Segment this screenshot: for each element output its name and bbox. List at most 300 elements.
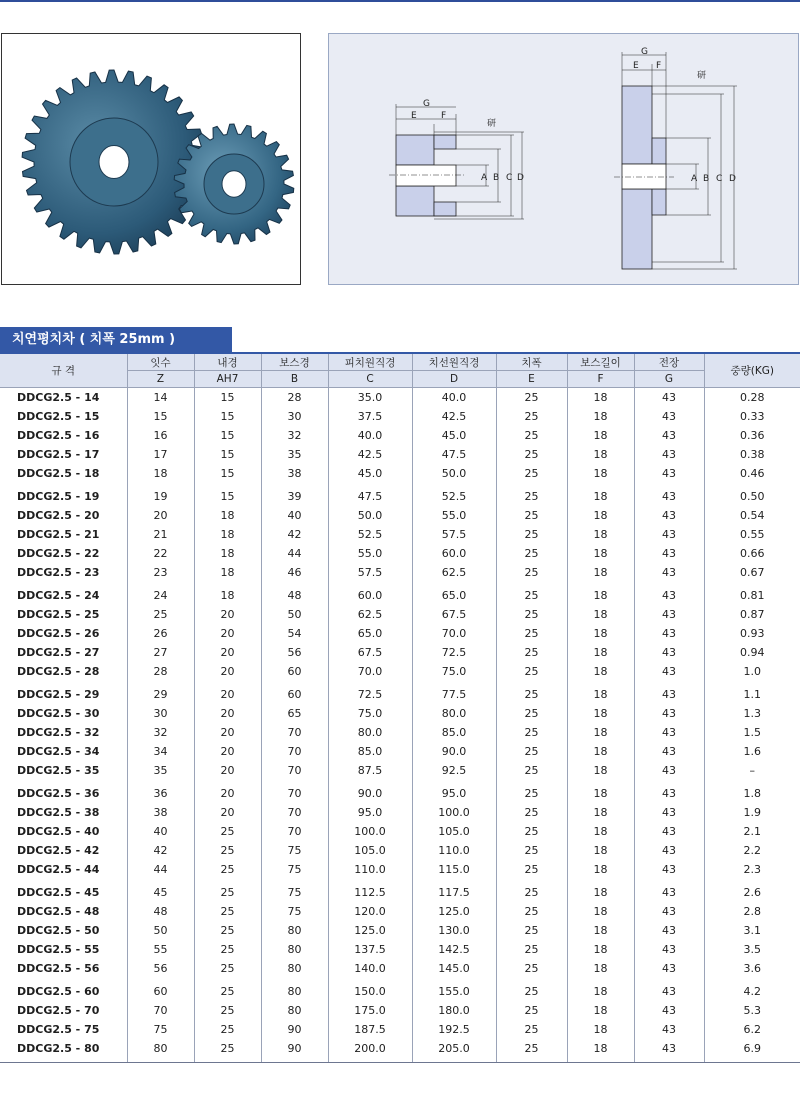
- cell-boss-dia: 70: [261, 780, 328, 803]
- cell-boss-dia: 60: [261, 662, 328, 681]
- cell-boss-length: 18: [567, 445, 634, 464]
- cell-weight: 4.2: [743, 985, 761, 998]
- subheader-ah7: AH7: [194, 371, 261, 388]
- cell-boss-dia: 39: [261, 483, 328, 506]
- cell-boss-dia: 90: [261, 1039, 328, 1063]
- cell-boss-dia: 90: [261, 1020, 328, 1039]
- cell-model: DDCG2.5 - 40: [0, 822, 127, 841]
- table-row: [0, 761, 800, 780]
- cell-outer-dia: 125.0: [412, 902, 496, 921]
- cell-weight: 3.6: [743, 962, 761, 975]
- cell-weight: 0.36: [740, 429, 765, 442]
- cell-boss-dia: 35: [261, 445, 328, 464]
- cell-pitch-dia: 50.0: [328, 506, 412, 525]
- cell-pitch-dia: 120.0: [328, 902, 412, 921]
- table-row: [0, 822, 800, 841]
- cell-outer-dia: 55.0: [412, 506, 496, 525]
- cell-total-length: 43: [634, 483, 704, 506]
- small-gear-bore: [222, 171, 246, 197]
- cell-total-length: 43: [634, 525, 704, 544]
- cell-outer-dia: 145.0: [412, 959, 496, 978]
- cell-teeth: 15: [127, 407, 194, 426]
- cell-boss-dia: 38: [261, 464, 328, 483]
- cell-face-width: 25: [496, 464, 567, 483]
- cell-teeth: 21: [127, 525, 194, 544]
- cell-bore: 20: [194, 681, 261, 704]
- cell-teeth: 29: [127, 681, 194, 704]
- cell-model: DDCG2.5 - 20: [0, 506, 127, 525]
- cell-face-width: 25: [496, 563, 567, 582]
- cell-teeth: 50: [127, 921, 194, 940]
- cell-model: DDCG2.5 - 34: [0, 742, 127, 761]
- cell-boss-length: 18: [567, 723, 634, 742]
- cell-face-width: 25: [496, 1039, 567, 1063]
- cell-face-width: 25: [496, 940, 567, 959]
- cell-bore: 15: [194, 483, 261, 506]
- cell-boss-length: 18: [567, 407, 634, 426]
- cell-outer-dia: 130.0: [412, 921, 496, 940]
- table-row: [0, 563, 800, 582]
- cell-model: DDCG2.5 - 44: [0, 860, 127, 879]
- cell-teeth: 40: [127, 822, 194, 841]
- cell-boss-dia: 75: [261, 879, 328, 902]
- subheader-d: D: [412, 371, 496, 388]
- cell-weight: 0.38: [740, 448, 765, 461]
- cell-boss-dia: 80: [261, 959, 328, 978]
- cell-pitch-dia: 72.5: [328, 681, 412, 704]
- cell-weight: 2.2: [743, 844, 761, 857]
- cell-pitch-dia: 37.5: [328, 407, 412, 426]
- cell-boss-dia: 75: [261, 841, 328, 860]
- cell-boss-length: 18: [567, 563, 634, 582]
- cell-outer-dia: 192.5: [412, 1020, 496, 1039]
- cell-bore: 25: [194, 1020, 261, 1039]
- cell-pitch-dia: 47.5: [328, 483, 412, 506]
- cell-weight: 0.46: [740, 467, 765, 480]
- cell-boss-dia: 54: [261, 624, 328, 643]
- cell-total-length: 43: [634, 879, 704, 902]
- cell-weight: 0.81: [740, 589, 765, 602]
- cell-boss-length: 18: [567, 525, 634, 544]
- cell-pitch-dia: 67.5: [328, 643, 412, 662]
- cell-boss-dia: 40: [261, 506, 328, 525]
- cell-model: DDCG2.5 - 18: [0, 464, 127, 483]
- cell-outer-dia: 100.0: [412, 803, 496, 822]
- table-row: [0, 959, 800, 978]
- section-title: 치연평치차 ( 치폭 25mm ): [0, 327, 232, 353]
- cell-face-width: 25: [496, 803, 567, 822]
- cell-boss-length: 18: [567, 681, 634, 704]
- cell-boss-length: 18: [567, 959, 634, 978]
- cell-model: DDCG2.5 - 32: [0, 723, 127, 742]
- dimension-drawing-svg: [329, 34, 798, 284]
- cell-outer-dia: 92.5: [412, 761, 496, 780]
- cell-outer-dia: 52.5: [412, 483, 496, 506]
- cell-outer-dia: 117.5: [412, 879, 496, 902]
- cell-face-width: 25: [496, 681, 567, 704]
- cell-boss-length: 18: [567, 544, 634, 563]
- cell-total-length: 43: [634, 860, 704, 879]
- cell-outer-dia: 62.5: [412, 563, 496, 582]
- label-d-left: D: [517, 173, 524, 183]
- label-ken-right: 研: [697, 71, 707, 81]
- cell-bore: 25: [194, 940, 261, 959]
- table-row: [0, 506, 800, 525]
- cell-face-width: 25: [496, 959, 567, 978]
- cell-model: DDCG2.5 - 24: [0, 582, 127, 605]
- cell-boss-length: 18: [567, 464, 634, 483]
- cell-boss-length: 18: [567, 388, 634, 408]
- cell-model: DDCG2.5 - 55: [0, 940, 127, 959]
- cell-total-length: 43: [634, 822, 704, 841]
- cell-total-length: 43: [634, 1001, 704, 1020]
- cell-teeth: 56: [127, 959, 194, 978]
- cell-model: DDCG2.5 - 27: [0, 643, 127, 662]
- table-row: [0, 978, 800, 1001]
- cell-teeth: 80: [127, 1039, 194, 1063]
- cell-bore: 25: [194, 978, 261, 1001]
- cell-boss-dia: 32: [261, 426, 328, 445]
- cell-bore: 25: [194, 959, 261, 978]
- cell-total-length: 43: [634, 506, 704, 525]
- table-row: [0, 1039, 800, 1063]
- cell-pitch-dia: 62.5: [328, 605, 412, 624]
- cell-boss-dia: 65: [261, 704, 328, 723]
- cell-boss-dia: 70: [261, 761, 328, 780]
- cell-teeth: 19: [127, 483, 194, 506]
- table-row: [0, 407, 800, 426]
- cell-boss-length: 18: [567, 940, 634, 959]
- cell-total-length: 43: [634, 605, 704, 624]
- cell-face-width: 25: [496, 407, 567, 426]
- label-f-right: F: [656, 61, 662, 71]
- table-row: [0, 464, 800, 483]
- cell-boss-length: 18: [567, 662, 634, 681]
- cell-model: DDCG2.5 - 21: [0, 525, 127, 544]
- cell-bore: 25: [194, 902, 261, 921]
- cell-bore: 20: [194, 780, 261, 803]
- cell-weight: 3.5: [743, 943, 761, 956]
- cell-pitch-dia: 35.0: [328, 388, 412, 408]
- cell-face-width: 25: [496, 544, 567, 563]
- cell-outer-dia: 142.5: [412, 940, 496, 959]
- cell-bore: 25: [194, 1001, 261, 1020]
- table-row: [0, 860, 800, 879]
- cell-pitch-dia: 80.0: [328, 723, 412, 742]
- cell-boss-length: 18: [567, 978, 634, 1001]
- cell-weight: 5.3: [743, 1004, 761, 1017]
- cell-boss-dia: 46: [261, 563, 328, 582]
- cell-weight: 6.9: [704, 1039, 800, 1063]
- table-row: [0, 841, 800, 860]
- cell-weight: 0.28: [740, 391, 765, 404]
- cell-model: DDCG2.5 - 48: [0, 902, 127, 921]
- cell-face-width: 25: [496, 445, 567, 464]
- subheader-e: E: [496, 371, 567, 388]
- cell-weight: –: [749, 764, 755, 777]
- cell-weight: 1.3: [743, 707, 761, 720]
- cell-boss-length: 18: [567, 624, 634, 643]
- cell-weight: 2.3: [743, 863, 761, 876]
- cell-weight: 6.2: [743, 1023, 761, 1036]
- cell-weight: 1.6: [743, 745, 761, 758]
- header-face-width: 치폭: [496, 354, 567, 371]
- cell-model: DDCG2.5 - 15: [0, 407, 127, 426]
- cell-model: DDCG2.5 - 22: [0, 544, 127, 563]
- cell-face-width: 25: [496, 704, 567, 723]
- cell-weight: 1.8: [743, 787, 761, 800]
- cell-bore: 15: [194, 426, 261, 445]
- cell-weight: 2.6: [743, 886, 761, 899]
- cell-total-length: 43: [634, 940, 704, 959]
- cell-face-width: 25: [496, 643, 567, 662]
- cell-weight: 0.55: [740, 528, 765, 541]
- cell-boss-dia: 44: [261, 544, 328, 563]
- label-d-right: D: [729, 174, 736, 184]
- table-row: [0, 921, 800, 940]
- cell-boss-length: 18: [567, 841, 634, 860]
- cell-boss-dia: 70: [261, 742, 328, 761]
- cell-pitch-dia: 57.5: [328, 563, 412, 582]
- cell-bore: 18: [194, 544, 261, 563]
- cell-bore: 18: [194, 563, 261, 582]
- cell-model: DDCG2.5 - 17: [0, 445, 127, 464]
- cell-total-length: 43: [634, 1020, 704, 1039]
- cell-total-length: 43: [634, 761, 704, 780]
- cell-bore: 25: [194, 860, 261, 879]
- cell-face-width: 25: [496, 860, 567, 879]
- cell-teeth: 48: [127, 902, 194, 921]
- cell-total-length: 43: [634, 582, 704, 605]
- cell-teeth: 28: [127, 662, 194, 681]
- small-gear: [174, 124, 294, 244]
- table-row: [0, 940, 800, 959]
- cell-total-length: 43: [634, 624, 704, 643]
- cell-bore: 20: [194, 605, 261, 624]
- table-row: [0, 544, 800, 563]
- cell-total-length: 43: [634, 841, 704, 860]
- cell-teeth: 26: [127, 624, 194, 643]
- cell-teeth: 45: [127, 879, 194, 902]
- cell-face-width: 25: [496, 902, 567, 921]
- cell-model: DDCG2.5 - 60: [0, 978, 127, 1001]
- cell-face-width: 25: [496, 879, 567, 902]
- cell-teeth: 14: [127, 388, 194, 408]
- label-g-right: G: [641, 47, 648, 57]
- cell-teeth: 18: [127, 464, 194, 483]
- cell-bore: 20: [194, 662, 261, 681]
- large-gear-section: [614, 52, 737, 269]
- cell-teeth: 16: [127, 426, 194, 445]
- header-teeth: 잇수: [127, 354, 194, 371]
- cell-boss-dia: 60: [261, 681, 328, 704]
- cell-bore: 15: [194, 445, 261, 464]
- cell-outer-dia: 95.0: [412, 780, 496, 803]
- cell-total-length: 43: [634, 445, 704, 464]
- cell-teeth: 60: [127, 978, 194, 1001]
- cell-model: DDCG2.5 - 80: [0, 1039, 127, 1063]
- cell-bore: 25: [194, 879, 261, 902]
- cell-teeth: 32: [127, 723, 194, 742]
- cell-face-width: 25: [496, 841, 567, 860]
- cell-outer-dia: 67.5: [412, 605, 496, 624]
- cell-bore: 20: [194, 761, 261, 780]
- cell-model: DDCG2.5 - 45: [0, 879, 127, 902]
- label-b-left: B: [493, 173, 500, 183]
- cell-boss-length: 18: [567, 902, 634, 921]
- cell-bore: 20: [194, 624, 261, 643]
- cell-boss-length: 18: [567, 803, 634, 822]
- cell-pitch-dia: 140.0: [328, 959, 412, 978]
- cell-boss-dia: 80: [261, 1001, 328, 1020]
- spec-table: [0, 354, 800, 1063]
- cell-face-width: 25: [496, 624, 567, 643]
- cell-bore: 18: [194, 582, 261, 605]
- table-row: [0, 662, 800, 681]
- label-f-left: F: [441, 111, 447, 121]
- label-ken-left: 研: [487, 119, 497, 129]
- cell-total-length: 43: [634, 643, 704, 662]
- table-row: [0, 624, 800, 643]
- cell-teeth: 55: [127, 940, 194, 959]
- cell-face-width: 25: [496, 388, 567, 408]
- cell-boss-length: 18: [567, 879, 634, 902]
- subheader-g: G: [634, 371, 704, 388]
- cell-total-length: 43: [634, 464, 704, 483]
- cell-boss-length: 18: [567, 1020, 634, 1039]
- table-row: [0, 426, 800, 445]
- cell-total-length: 43: [634, 723, 704, 742]
- cell-outer-dia: 105.0: [412, 822, 496, 841]
- cell-outer-dia: 70.0: [412, 624, 496, 643]
- cell-boss-length: 18: [567, 860, 634, 879]
- cell-boss-dia: 30: [261, 407, 328, 426]
- cell-pitch-dia: 110.0: [328, 860, 412, 879]
- cell-pitch-dia: 100.0: [328, 822, 412, 841]
- cell-face-width: 25: [496, 742, 567, 761]
- cell-weight: 3.1: [743, 924, 761, 937]
- cell-teeth: 20: [127, 506, 194, 525]
- cell-bore: 15: [194, 388, 261, 408]
- cell-model: DDCG2.5 - 25: [0, 605, 127, 624]
- cell-pitch-dia: 45.0: [328, 464, 412, 483]
- cell-bore: 18: [194, 506, 261, 525]
- cell-bore: 20: [194, 723, 261, 742]
- cell-face-width: 25: [496, 662, 567, 681]
- gear-photo-illustration: [2, 34, 300, 284]
- cell-bore: 25: [194, 1039, 261, 1063]
- table-row: [0, 1020, 800, 1039]
- gear-photo: [1, 33, 301, 285]
- cell-teeth: 23: [127, 563, 194, 582]
- label-g-left: G: [423, 99, 430, 109]
- table-row: [0, 605, 800, 624]
- table-row: [0, 643, 800, 662]
- cell-teeth: 36: [127, 780, 194, 803]
- cell-weight: 0.50: [740, 490, 765, 503]
- cell-model: DDCG2.5 - 28: [0, 662, 127, 681]
- cell-bore: 25: [194, 822, 261, 841]
- cell-weight: 1.0: [743, 665, 761, 678]
- cell-outer-dia: 60.0: [412, 544, 496, 563]
- cell-pitch-dia: 40.0: [328, 426, 412, 445]
- cell-teeth: 42: [127, 841, 194, 860]
- cell-bore: 25: [194, 921, 261, 940]
- cell-total-length: 43: [634, 426, 704, 445]
- cell-boss-length: 18: [567, 426, 634, 445]
- cell-boss-dia: 70: [261, 723, 328, 742]
- cell-total-length: 43: [634, 563, 704, 582]
- table-row: [0, 483, 800, 506]
- cell-model: DDCG2.5 - 38: [0, 803, 127, 822]
- cell-teeth: 30: [127, 704, 194, 723]
- subheader-b: B: [261, 371, 328, 388]
- cell-model: DDCG2.5 - 26: [0, 624, 127, 643]
- cell-boss-length: 18: [567, 483, 634, 506]
- small-gear-section: [389, 104, 524, 219]
- cell-model: DDCG2.5 - 14: [0, 388, 127, 408]
- cell-bore: 20: [194, 803, 261, 822]
- cell-face-width: 25: [496, 978, 567, 1001]
- cell-teeth: 25: [127, 605, 194, 624]
- cell-face-width: 25: [496, 483, 567, 506]
- cell-face-width: 25: [496, 921, 567, 940]
- cell-boss-length: 18: [567, 643, 634, 662]
- cell-model: DDCG2.5 - 36: [0, 780, 127, 803]
- table-row: [0, 879, 800, 902]
- header-model: 규 격: [0, 354, 127, 388]
- label-e-right: E: [633, 61, 639, 71]
- label-a-left: A: [481, 173, 488, 183]
- cell-face-width: 25: [496, 605, 567, 624]
- cell-total-length: 43: [634, 959, 704, 978]
- header-pitch-dia: 피치원직경: [328, 354, 412, 371]
- cell-pitch-dia: 75.0: [328, 704, 412, 723]
- cell-total-length: 43: [634, 704, 704, 723]
- cell-outer-dia: 47.5: [412, 445, 496, 464]
- cell-teeth: 38: [127, 803, 194, 822]
- cell-total-length: 43: [634, 780, 704, 803]
- cell-pitch-dia: 105.0: [328, 841, 412, 860]
- cell-boss-dia: 28: [261, 388, 328, 408]
- label-b-right: B: [703, 174, 710, 184]
- cell-outer-dia: 65.0: [412, 582, 496, 605]
- cell-total-length: 43: [634, 681, 704, 704]
- dimension-drawing: [328, 33, 799, 285]
- table-row: [0, 902, 800, 921]
- cell-face-width: 25: [496, 780, 567, 803]
- cell-face-width: 25: [496, 582, 567, 605]
- cell-pitch-dia: 125.0: [328, 921, 412, 940]
- cell-face-width: 25: [496, 723, 567, 742]
- table-row: [0, 582, 800, 605]
- table-row: [0, 723, 800, 742]
- cell-pitch-dia: 60.0: [328, 582, 412, 605]
- large-gear-bore: [99, 146, 129, 179]
- cell-outer-dia: 85.0: [412, 723, 496, 742]
- cell-pitch-dia: 137.5: [328, 940, 412, 959]
- cell-bore: 20: [194, 643, 261, 662]
- table-row: [0, 1001, 800, 1020]
- cell-weight: 1.9: [743, 806, 761, 819]
- cell-boss-dia: 70: [261, 822, 328, 841]
- cell-outer-dia: 110.0: [412, 841, 496, 860]
- header-total-length: 전장: [634, 354, 704, 371]
- cell-weight: 0.66: [740, 547, 765, 560]
- cell-face-width: 25: [496, 506, 567, 525]
- cell-pitch-dia: 200.0: [328, 1039, 412, 1063]
- cell-weight: 2.8: [743, 905, 761, 918]
